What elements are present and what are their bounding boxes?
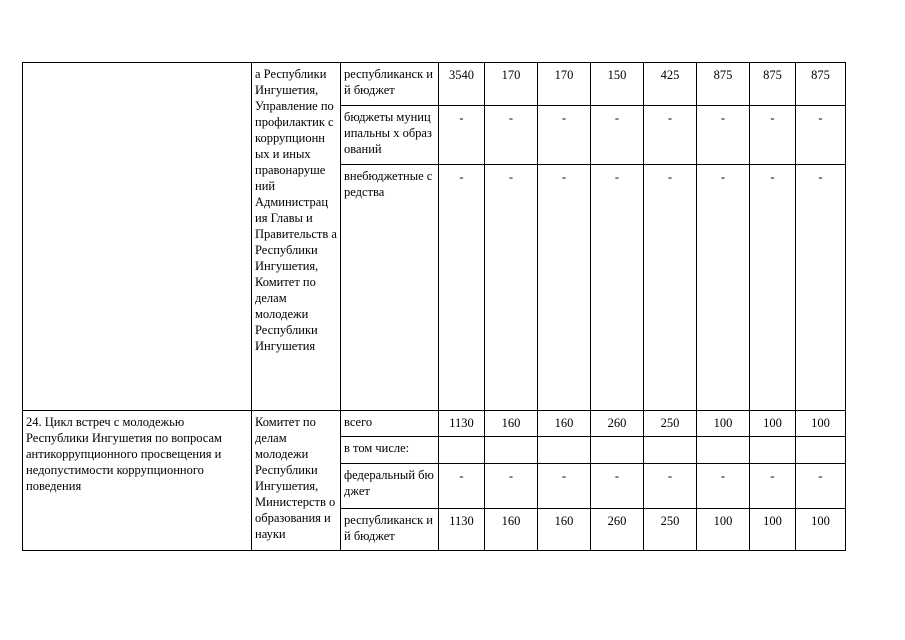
value-year-cell: 875 [796, 63, 846, 106]
value-year-cell: - [796, 165, 846, 411]
value-year-cell: - [644, 464, 697, 509]
value-year-cell: - [591, 464, 644, 509]
value-total-cell: 1130 [439, 509, 485, 551]
value-year-cell: - [697, 106, 750, 165]
value-year-cell: 260 [591, 411, 644, 437]
value-year-cell: 875 [750, 63, 796, 106]
funding-source-cell: республиканск ий бюджет [341, 509, 439, 551]
table-row [23, 411, 846, 437]
value-year-cell: - [485, 464, 538, 509]
value-year-cell: - [485, 165, 538, 411]
value-year-cell: 250 [644, 411, 697, 437]
value-year-cell [750, 437, 796, 464]
value-year-cell: 160 [538, 509, 591, 551]
value-year-cell [697, 437, 750, 464]
value-year-cell: 100 [796, 509, 846, 551]
value-year-cell: - [697, 165, 750, 411]
funding-source-cell: бюджеты муниципальны х образований [341, 106, 439, 165]
value-total-cell: - [439, 106, 485, 165]
funding-source-cell: федеральный бюджет [341, 464, 439, 509]
value-total-cell: 3540 [439, 63, 485, 106]
value-year-cell: - [591, 165, 644, 411]
value-year-cell: - [538, 464, 591, 509]
value-year-cell: - [750, 464, 796, 509]
value-total-cell [439, 437, 485, 464]
value-year-cell: - [538, 106, 591, 165]
value-year-cell: 170 [538, 63, 591, 106]
value-year-cell: - [538, 165, 591, 411]
value-year-cell [538, 437, 591, 464]
funding-source-cell: всего [341, 411, 439, 437]
table-row [23, 63, 846, 106]
value-year-cell [485, 437, 538, 464]
funding-source-cell: в том числе: [341, 437, 439, 464]
value-year-cell: - [697, 464, 750, 509]
item-cell [23, 63, 252, 411]
value-year-cell: 100 [697, 411, 750, 437]
value-year-cell: 160 [485, 411, 538, 437]
executor-cell: а Республики Ингушетия, Управление по профилактик с коррупционн ых и иных правонаруше ний Администрац ия Главы и Правительств а Республики Ингушетия, Комитет по делам молодежи Республики Ингушетия [252, 63, 341, 411]
value-year-cell: - [750, 165, 796, 411]
value-year-cell: - [485, 106, 538, 165]
value-year-cell: - [796, 464, 846, 509]
value-year-cell: 100 [796, 411, 846, 437]
value-year-cell: - [796, 106, 846, 165]
value-year-cell: 150 [591, 63, 644, 106]
value-year-cell: 100 [750, 411, 796, 437]
value-total-cell: 1130 [439, 411, 485, 437]
value-total-cell: - [439, 464, 485, 509]
funding-source-cell: республиканск ий бюджет [341, 63, 439, 106]
value-year-cell: 250 [644, 509, 697, 551]
value-total-cell: - [439, 165, 485, 411]
value-year-cell [796, 437, 846, 464]
funding-source-cell: внебюджетные средства [341, 165, 439, 411]
value-year-cell: 100 [697, 509, 750, 551]
value-year-cell [591, 437, 644, 464]
value-year-cell [644, 437, 697, 464]
value-year-cell: 160 [538, 411, 591, 437]
value-year-cell: 100 [750, 509, 796, 551]
program-table [22, 62, 846, 551]
executor-cell: Комитет по делам молодежи Республики Ингушетия, Министерств о образования и науки [252, 411, 341, 551]
value-year-cell: 425 [644, 63, 697, 106]
value-year-cell: - [750, 106, 796, 165]
value-year-cell: 875 [697, 63, 750, 106]
value-year-cell: 160 [485, 509, 538, 551]
value-year-cell: 170 [485, 63, 538, 106]
item-cell: 24. Цикл встреч с молодежью Республики Ингушетия по вопросам антикоррупционного просвещения и недопустимости коррупционного поведения [23, 411, 252, 551]
value-year-cell: - [644, 165, 697, 411]
value-year-cell: - [591, 106, 644, 165]
value-year-cell: 260 [591, 509, 644, 551]
value-year-cell: - [644, 106, 697, 165]
